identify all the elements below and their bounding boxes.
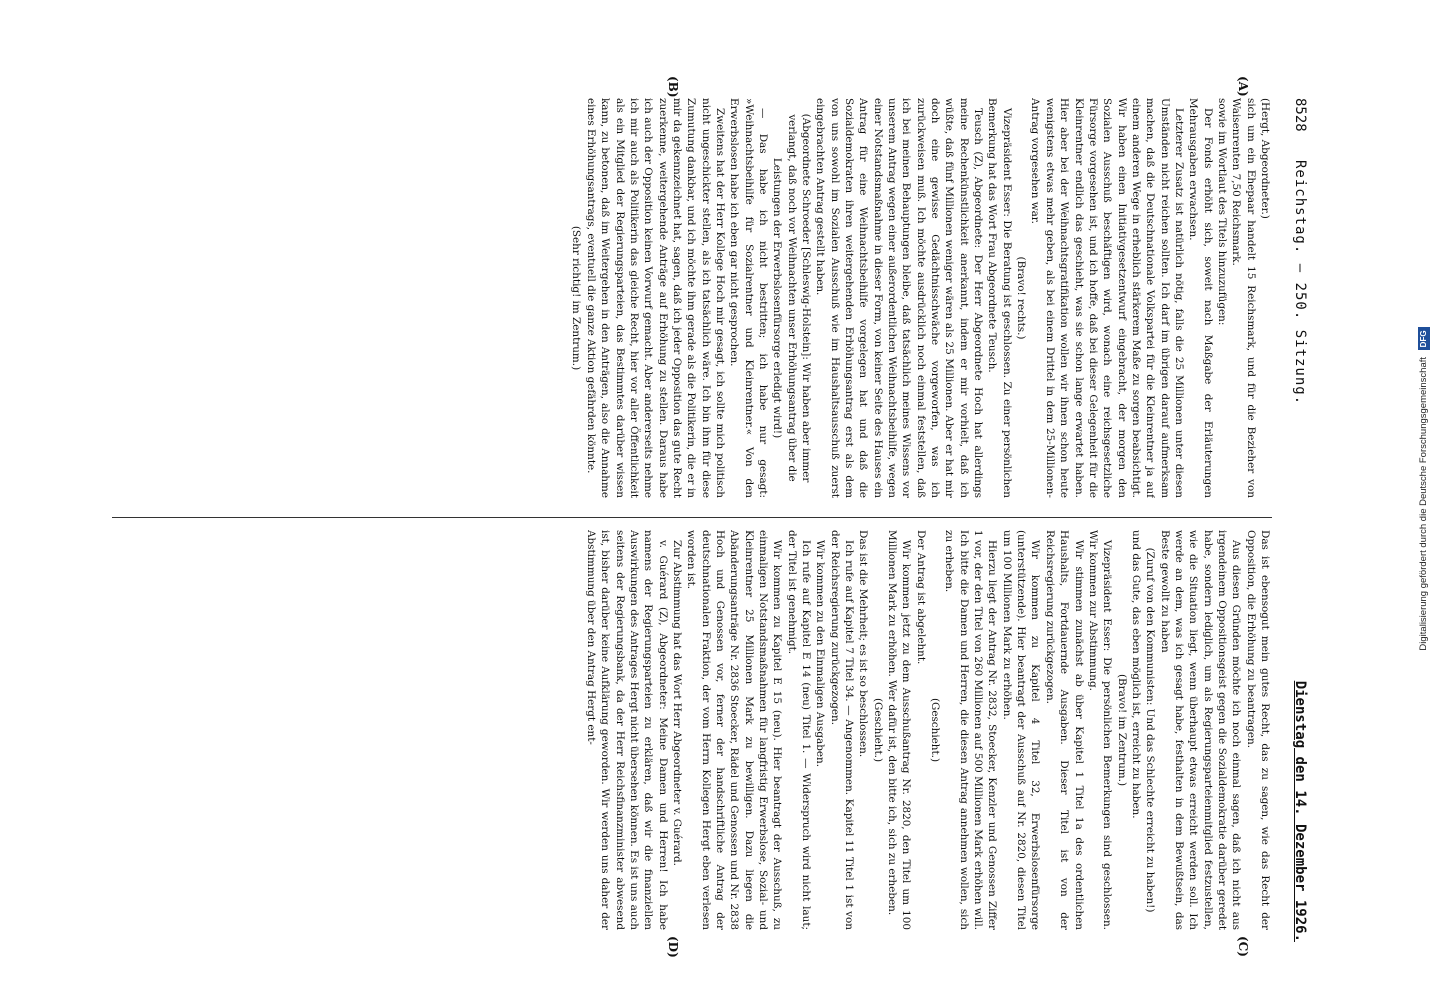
paragraph: Teusch (Z), Abgeordnete: Der Herr Abgeordnete Hoch hat allerdings meine Rechenkünstlichkeit anerkannt, indem er mir vorhielt, daß ich wüßte, daß fünf Millionen weniger wären als 25 Millionen. Aber er hat mir doch eine gewisse Gedächtnisschwäche vorgeworfen, was ich zurückweisen muß. Ich möchte ausdrücklich noch einmal feststellen, daß ich bei meinen Behauptungen bleibe, daß tatsächlich meines Wissens vor unserem Antrag wegen einer außerordentlichen Weihnachtsbeihilfe, wegen einer Notstandsmaßnahme in dieser Form, von keiner Seite des Hauses ein Antrag für eine Weihnachtsbeihilfe vorgelegen hat und daß die Sozialdemokraten ihren weitergehenden Erhöhungsantrag erst als dem von uns sowohl im Sozialen Ausschuß wie im Haushaltsausschuß zuerst eingebrachten Antrag gestellt haben. xyxy=(814,98,985,498)
paragraph: Wir kommen zu Kapitel E 15 (neu). Hier beantragt der Ausschuß, zu einmaligen Notstandsmaßnahmen für langfristig Erwerbslose, Sozial- und Kleinrentner 25 Millionen Mark zu bewilligen. Dazu liegen die Abänderungsanträge Nr. 2836 Stoecker, Rädel und Genossen und Nr. 2838 Hoch und Genossen vor, ferner der handschriftliche Antrag der deutschnationalen Fraktion, der vom Herrn Kollegen Hergt eben verlesen worden ist. xyxy=(685,530,784,930)
page-number: 8528 xyxy=(1292,98,1308,132)
rotated-page-wrapper xyxy=(100,76,1320,958)
column-divider xyxy=(112,517,1272,518)
right-column xyxy=(112,530,1272,930)
paragraph: sowie im Wortlaut des Titels hinzuzufügen: xyxy=(1215,98,1228,326)
digitization-note: Digitalisierung gefördert durch die Deutsche Forschungsgemeinschaft xyxy=(1418,356,1429,651)
reichstag-protocol-page xyxy=(100,76,1320,958)
interjection: (Bravo! im Zentrum.) xyxy=(1115,673,1128,787)
paragraph: Wir kommen zu den Einmaligen Ausgaben. xyxy=(814,540,827,768)
paragraph: Hierzu liegt der Antrag Nr. 2832, Stoecker, Kenzler und Genossen Ziffer 1 vor, der den Titel von 260 Millionen auf 500 Millionen Mark erhöhen will. Ich bitte die Damen und Herren, die diesen Antrag annehmen wollen, sich zu erheben. xyxy=(943,530,999,930)
session-date: Dienstag den 14. Dezember 1926. xyxy=(1292,680,1308,942)
digitization-sidebar xyxy=(1412,80,1434,920)
paragraph: Zweitens hat der Herr Kollege Hoch mir gesagt, ich sollte mich politisch nicht ungeschickter stellen, als ich tatsächlich wäre. Ich bin ihm für diese Zumutung dankbar, und ich möchte ihm gerade als die Politikerin, die er in mir da gekennzeichnet hat, sagen, daß ich jeder Opposition das gute Recht zuerkenne, weitergehende Anträge auf Erhöhung zu stellen. Daraus habe ich auch der Opposition keinen Vorwurf gemacht. Aber andererseits nehme ich mir auch als Politikerin das gleiche Recht, hier vor aller Öffentlichkeit als ein Mitglied der Regierungsparteien, das Bestimmtes darüber wissen kann, zu betonen, daß im Weitergehen in den Anträgen, also die Annahme eines Erhöhungsantrags, eventuell die ganze Aktion gefährden könnte. xyxy=(584,98,726,498)
dfg-logo: DFG xyxy=(1418,327,1430,350)
session-title: Reichstag. — 250. Sitzung. xyxy=(1292,160,1308,406)
interjection: (Sehr richtig! im Zentrum.) xyxy=(570,225,583,371)
paragraph: v. Guérard (Z), Abgeordneter: Meine Damen und Herren! Ich habe namens der Regierungsparteien zu erklären, daß wir die finanziellen Auswirkungen des Antrages Hergt nicht übersehen können. Es ist uns auch seitens der Regierungsbank, da der Herr Reichsfinanzminister abwesend ist, bisher darüber keine Aufklärung geworden. Wir werden uns daher der Abstimmung über den Antrag Hergt ent- xyxy=(584,530,669,930)
margin-marker-b: (B) xyxy=(666,76,680,98)
paragraph: Aus diesen Gründen möchte ich noch einmal sagen, daß ich nicht aus irgendeinem Oppositionsgeist gegen die Sozialdemokratie darüber geredet habe, sondern lediglich, um als Regierungsparteienmitglied festzustellen, wie die Situation liegt, wenn überhaupt etwas erreicht werden soll. Ich werde an dem, was ich gesagt habe, festhalten in dem Bewußtsein, das Beste gewollt zu haben xyxy=(1158,530,1243,930)
paragraph: Wir kommen zu Kapitel 4 Titel 32, Erwerbslosenfürsorge (unterstützende). Hier beantragt der Ausschuß auf Nr. 2820, diesen Titel um 100 Millionen Mark zu erhöhen. xyxy=(1000,530,1042,930)
digitization-credit xyxy=(1413,79,1434,899)
margin-marker-a: (A) xyxy=(1236,76,1250,97)
paragraph: Vizepräsident Esser: Die Beratung ist geschlossen. Zu einer persönlichen Bemerkung hat das Wort Frau Abgeordnete Teusch. xyxy=(986,98,1013,498)
margin-marker-d: (D) xyxy=(666,936,680,958)
paragraph: Vizepräsident Esser: Die persönlichen Bemerkungen sind geschlossen. Wir kommen zur Abstimmung. xyxy=(1086,530,1114,930)
paragraph: Ich rufe auf Kapitel 7 Titel 34. — Angenommen. Kapitel 11 Titel 1 ist von der Reichsregierung zurückgezogen. xyxy=(828,530,856,930)
paragraph: (Hergt, Abgeordneter.) xyxy=(1259,98,1271,219)
margin-marker-c: (C) xyxy=(1236,936,1250,957)
paragraph: Zur Abstimmung hat das Wort Herr Abgeordneter v. Guérard. xyxy=(670,540,683,866)
paragraph: Wir stimmen zunächst ab über Kapitel 1 Titel 1a des ordentlichen Haushalts, Fortdauernde Ausgaben. Dieser Titel ist von der Reichsregierung zurückgezogen. xyxy=(1043,530,1085,930)
paragraph: Der Fonds erhöht sich, soweit nach Maßgabe der Erläuterungen Mehrausgaben erwachsen. xyxy=(1187,98,1214,498)
page-header xyxy=(1280,90,1320,950)
paragraph: — Das habe ich nicht bestritten; ich habe nur gesagt: »Weihnachtsbeihilfe für Sozialrentner und Kleinrentner.« Von den Erwerbslosen habe ich eben gar nicht gesprochen. xyxy=(728,98,769,498)
interjection: (Bravo! rechts.) xyxy=(1015,256,1028,340)
paragraph: Der Antrag ist abgelehnt. xyxy=(914,530,927,665)
interjection: (Abgeordnete Schroeder [Schleswig-Holstein]: Wir haben aber immer verlangt, daß noch vor Weihnachten unser Erhöhungsantrag über die Leistungen der Erwerbslosenfürsorge erledigt wird!) xyxy=(771,113,812,483)
paragraph: Letzterer Zusatz ist natürlich nötig, falls die 25 Millionen unter diesen Umständen nicht reichen sollten. Ich darf im übrigen darauf aufmerksam machen, daß die Deutschnationale Volkspartei für die Kleinrentner ja auf einem anderen Wege in erheblich stärkerem Maße zu sorgen beabsichtigt. Wir haben einen Initiativgesetzentwurf eingebracht, der morgen den Sozialen Ausschuß beschäftigen wird, wonach eine reichsgesetzliche Fürsorge vorgesehen ist, und ich hoffe, daß bei dieser Gelegenheit für die Kleinrentner endlich das geschieht, was sie schon lange erwartet haben. Hier aber bei der Weihnachtsgratifikation wollen wir ihnen schon heute wenigstens etwas mehr geben, als bei einem Drittel in dem 25-Millionen-Antrag vorgesehen war. xyxy=(1029,98,1185,498)
paragraph: und das Gute, das eben möglich ist, erreicht zu haben. xyxy=(1129,530,1142,819)
paragraph: sich um ein Ehepaar handelt 15 Reichsmark, und für die Bezieher von Waisenrenten 7,50 Reichsmark. xyxy=(1230,98,1257,498)
paragraph: Das ist die Mehrheit; es ist so beschlossen. xyxy=(857,530,870,758)
paragraph: Ich rufe auf Kapitel E 14 (neu) Titel 1. — Widerspruch wird nicht laut; der Titel ist genehmigt. xyxy=(785,530,812,930)
left-column xyxy=(112,98,1272,498)
interjection: (Zuruf von den Kommunisten: Und das Schlechte erreicht zu haben!) xyxy=(1144,547,1157,913)
paragraph: Das ist ebensogut mein gutes Recht, das zu sagen, wie das Recht der Opposition, die Erhöhung zu beantragen. xyxy=(1244,530,1271,930)
paragraph: Wir kommen jetzt zu dem Ausschußantrag Nr. 2820, den Titel um 100 Millionen Mark zu erhöhen. Wer dafür ist, den bitte ich, sich zu erheben. xyxy=(886,530,913,930)
interjection: (Geschieht.) xyxy=(871,697,884,763)
interjection: (Geschieht.) xyxy=(929,697,942,763)
